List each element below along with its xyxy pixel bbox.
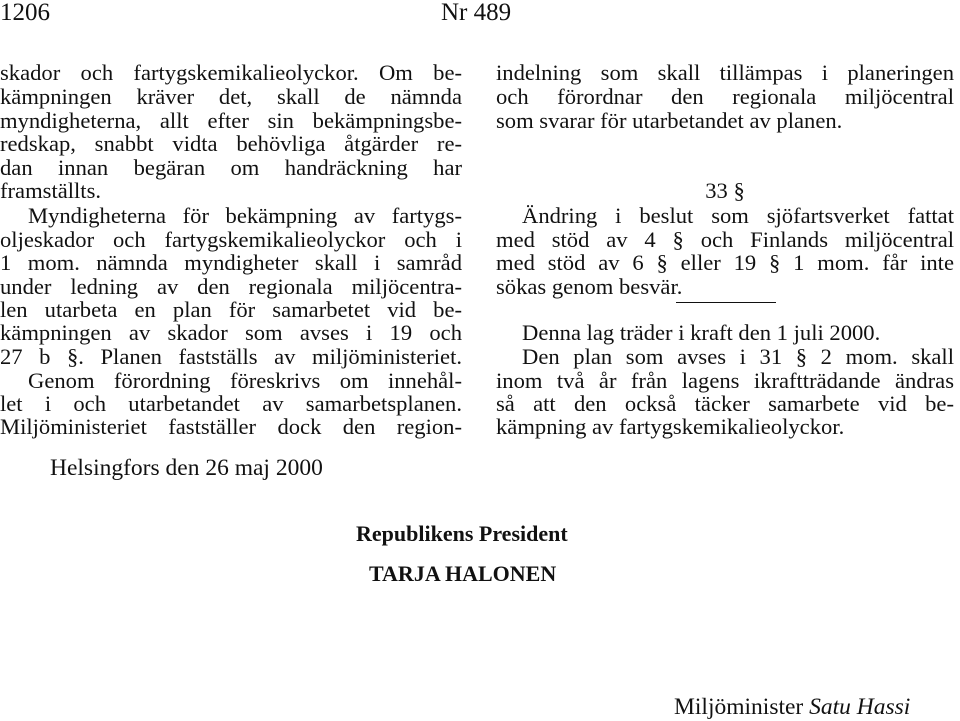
text-line: redskap, snabbt vidta behövliga åtgärder re- xyxy=(0,131,462,156)
text-line: och förordnar den regionala miljöcentral xyxy=(496,84,954,109)
text-line: let i och utarbetandet av samarbetsplanen. xyxy=(0,391,462,416)
text-line: kämpningen kräver det, skall de nämnda xyxy=(0,84,462,109)
document-number: Nr 489 xyxy=(441,0,512,26)
text-line: kämpning av fartygskemikalieolyckor. xyxy=(496,414,845,439)
section-heading: 33 § xyxy=(705,178,745,203)
text-line: Miljöministeriet fastställer dock den region- xyxy=(0,414,462,439)
text-line: 27 b §. Planen fastställs av miljöministeriet. xyxy=(0,344,462,369)
text-line: len utarbeta en plan för samarbetet vid be- xyxy=(0,297,462,322)
page-number: 1206 xyxy=(0,0,50,26)
text-line: Ändring i beslut som sjöfartsverket fattat xyxy=(522,203,954,228)
place-and-date: Helsingfors den 26 maj 2000 xyxy=(50,455,323,481)
text-line: Myndigheterna för bekämpning av fartygs- xyxy=(28,203,462,228)
signature-title: Republikens President xyxy=(356,521,568,546)
minister-title: Miljöminister xyxy=(674,694,804,720)
text-line: oljeskador och fartygskemikalieolyckor och i xyxy=(0,227,462,252)
text-line: Genom förordning föreskrivs om innehål- xyxy=(28,368,462,393)
signature-name: TARJA HALONEN xyxy=(369,561,557,586)
text-line: sökas genom besvär. xyxy=(496,274,683,299)
text-line: framställts. xyxy=(0,178,102,203)
text-line: Den plan som avses i 31 § 2 mom. skall xyxy=(522,344,954,369)
text-line: som svarar för utarbetandet av planen. xyxy=(496,108,843,133)
text-line: myndigheterna, allt efter sin bekämpningsbe- xyxy=(0,108,462,133)
text-line: skador och fartygskemikalieolyckor. Om be- xyxy=(0,60,462,85)
text-line: med stöd av 4 § och Finlands miljöcentral xyxy=(496,227,954,252)
text-line: kämpningen av skador som avses i 19 och xyxy=(0,320,462,345)
section-divider xyxy=(676,302,776,303)
minister-signature xyxy=(674,694,910,721)
text-line: så att den också täcker samarbete vid be- xyxy=(496,391,954,416)
text-line: Denna lag träder i kraft den 1 juli 2000. xyxy=(522,320,881,345)
text-line: dan innan begäran om handräckning har xyxy=(0,155,462,180)
text-line: under ledning av den regionala miljöcentra- xyxy=(0,274,462,299)
minister-name: Satu Hassi xyxy=(809,694,911,720)
text-line: inom två år från lagens ikraftträdande ändras xyxy=(496,368,954,393)
text-line: 1 mom. nämnda myndigheter skall i samråd xyxy=(0,250,462,275)
text-line: med stöd av 6 § eller 19 § 1 mom. får inte xyxy=(496,250,954,275)
text-line: indelning som skall tillämpas i planeringen xyxy=(496,60,954,85)
